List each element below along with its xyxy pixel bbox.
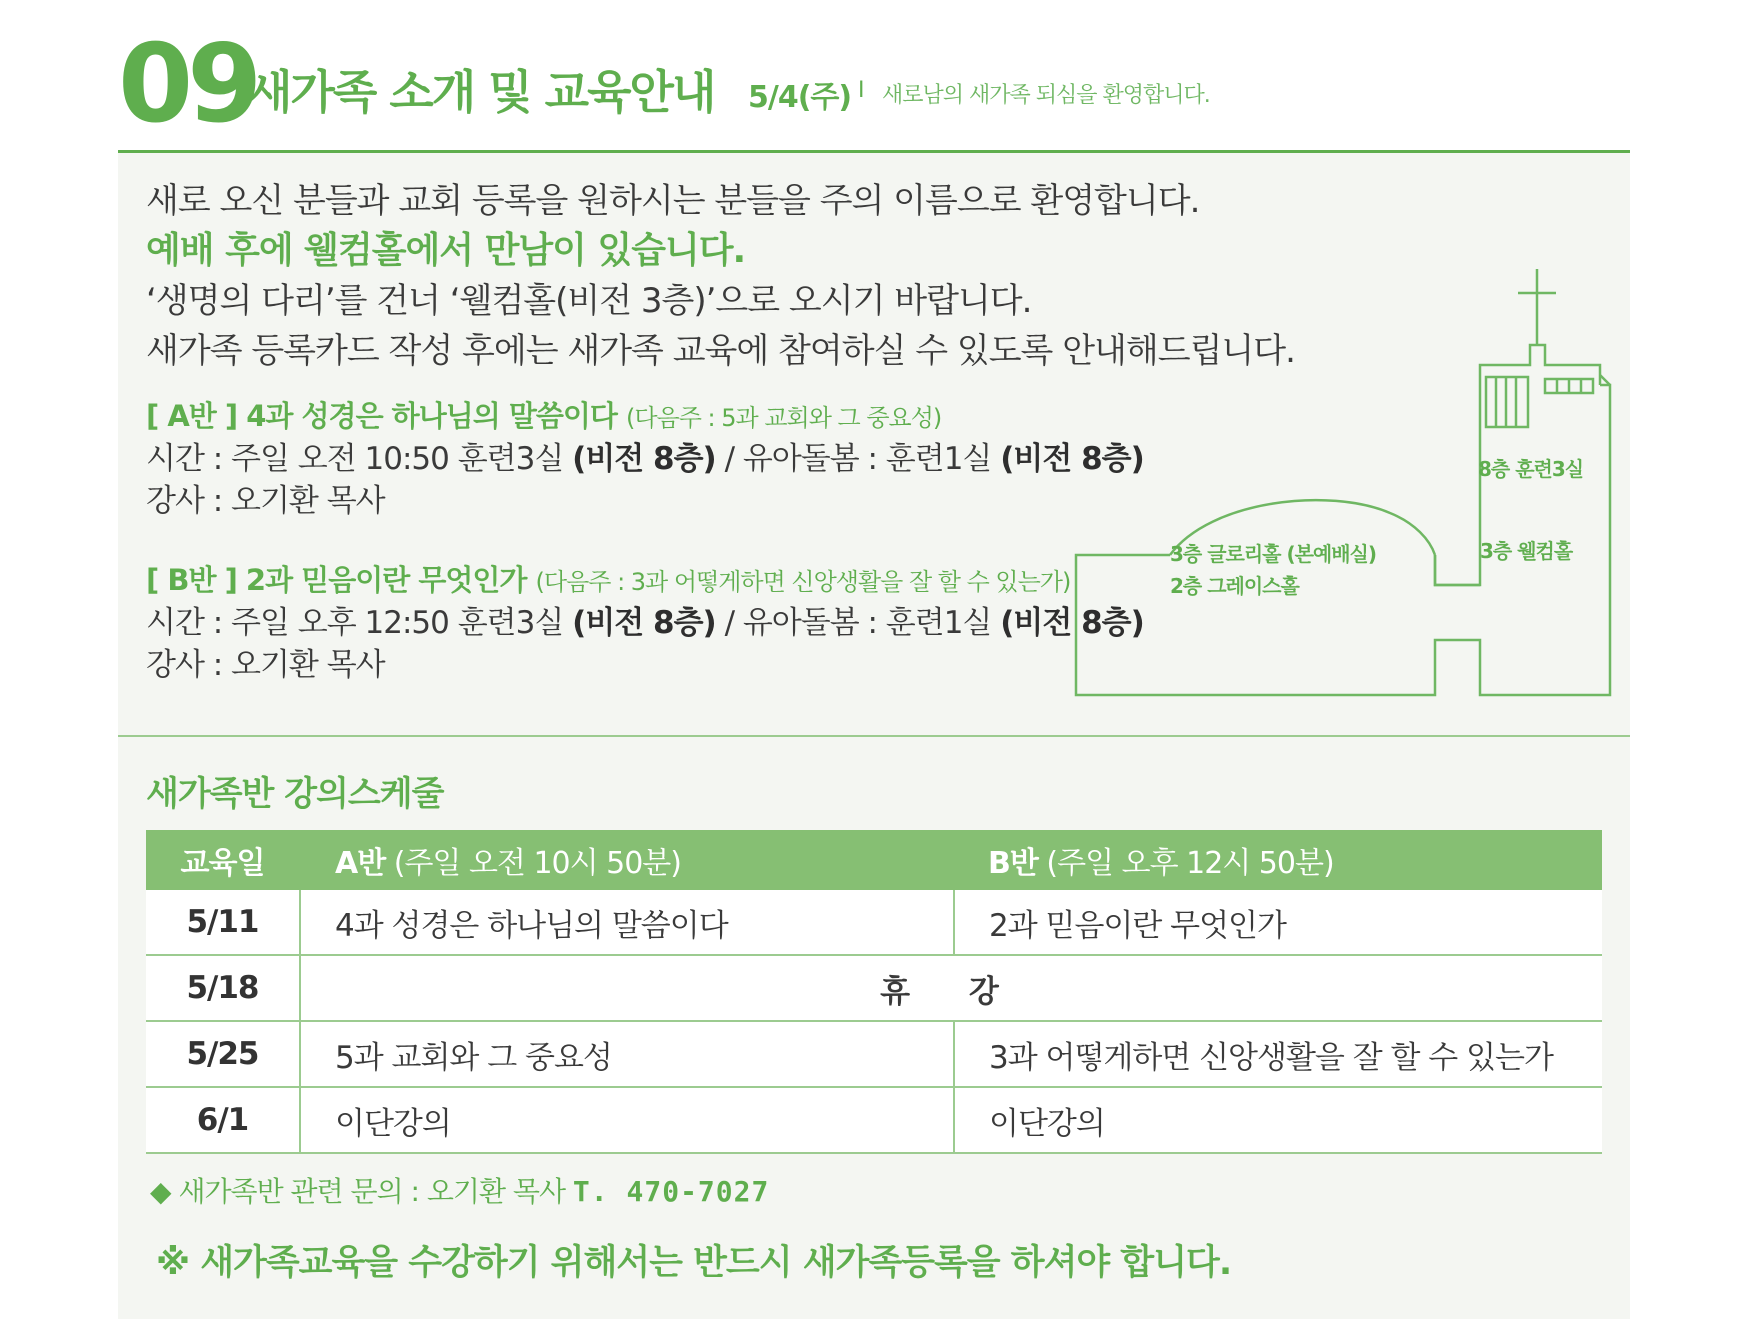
intro-line-3: ‘생명의 다리’를 건너 ‘웰컴홀(비전 3층)’으로 오시기 바랍니다. xyxy=(146,281,1032,321)
header-class-a xyxy=(300,830,954,890)
class-b-time-location: (비전 8층) xyxy=(572,605,716,641)
row-break: 휴 강 xyxy=(300,955,1602,1021)
row-date: 6/1 xyxy=(146,1087,300,1153)
section-header xyxy=(118,22,1630,150)
header-class-b-time: (주일 오후 12시 50분) xyxy=(1046,846,1334,881)
table-row xyxy=(146,890,1602,955)
row-class-b: 3과 어떻게하면 신앙생활을 잘 할 수 있는가 xyxy=(954,1021,1602,1087)
class-a-time-location: (비전 8층) xyxy=(572,441,716,477)
class-a-care-text: / 유아돌봄 : 훈련1실 xyxy=(724,441,992,477)
class-b-info xyxy=(146,560,1144,686)
header-separator: I xyxy=(858,78,865,103)
row-class-a: 5과 교회와 그 중요성 xyxy=(300,1021,954,1087)
contact-phone: T. 470-7027 xyxy=(572,1175,770,1208)
class-b-care-location: (비전 8층) xyxy=(1000,605,1144,641)
label-2f-grace-hall: 2층 그레이스홀 xyxy=(1170,574,1299,598)
label-8f-training: 8층 훈련3실 xyxy=(1478,457,1584,481)
row-class-b: 이단강의 xyxy=(954,1087,1602,1153)
class-a-title: [ A반 ] 4과 성경은 하나님의 말씀이다 xyxy=(146,399,617,433)
class-b-heading xyxy=(146,560,1086,602)
row-class-b: 2과 믿음이란 무엇인가 xyxy=(954,890,1602,955)
class-a-time-text: 시간 : 주일 오전 10:50 훈련3실 xyxy=(146,441,564,477)
class-a-next: (다음주 : 5과 교회와 그 중요성) xyxy=(626,404,942,432)
church-building-diagram xyxy=(1070,265,1615,705)
class-b-time xyxy=(146,602,1144,644)
row-class-a: 이단강의 xyxy=(300,1087,954,1153)
header-class-b xyxy=(954,830,1602,890)
label-3f-welcome-hall: 3층 웰컴홀 xyxy=(1480,539,1573,563)
row-date: 5/18 xyxy=(146,955,300,1021)
class-b-title: [ B반 ] 2과 믿음이란 무엇인가 xyxy=(146,563,527,597)
table-row xyxy=(146,955,1602,1021)
intro-highlight: 예배 후에 웰컴홀에서 만남이 있습니다. xyxy=(146,230,746,271)
section-date: 5/4(주) xyxy=(748,80,852,115)
class-a-time xyxy=(146,438,1144,480)
section-title: 새가족 소개 및 교육안내 xyxy=(248,65,715,119)
intro-line-4: 새가족 등록카드 작성 후에는 새가족 교육에 참여하실 수 있도록 안내해드립니다. xyxy=(146,331,1295,371)
row-date: 5/11 xyxy=(146,890,300,955)
table-row xyxy=(146,1087,1602,1153)
class-a-heading xyxy=(146,396,1086,438)
header-date xyxy=(146,830,300,890)
class-b-time-text: 시간 : 주일 오후 12:50 훈련3실 xyxy=(146,605,564,641)
header-class-a-name: A반 xyxy=(335,846,386,881)
row-class-a: 4과 성경은 하나님의 말씀이다 xyxy=(300,890,954,955)
header-date-label: 교육일 xyxy=(180,846,265,881)
class-b-care-text: / 유아돌봄 : 훈련1실 xyxy=(724,605,992,641)
schedule-header-row xyxy=(146,830,1602,890)
church-building-outline xyxy=(1070,265,1615,705)
class-a-info xyxy=(146,396,1144,522)
contact-info xyxy=(150,1170,769,1210)
section-subtitle: 새로남의 새가족 되심을 환영합니다. xyxy=(882,83,1210,108)
schedule-table xyxy=(146,830,1602,1154)
header-class-b-name: B반 xyxy=(988,846,1038,881)
section-number: 09 xyxy=(118,22,257,147)
row-date: 5/25 xyxy=(146,1021,300,1087)
class-b-next: (다음주 : 3과 어떻게하면 신앙생활을 잘 할 수 있는가) xyxy=(535,568,1071,596)
section-divider xyxy=(118,735,1630,737)
header-class-a-time: (주일 오전 10시 50분) xyxy=(393,846,681,881)
class-b-teacher: 강사 : 오기환 목사 xyxy=(146,647,385,683)
class-a-care-location: (비전 8층) xyxy=(1000,441,1144,477)
contact-label: 새가족반 관련 문의 : 오기환 목사 xyxy=(178,1175,566,1208)
class-a-teacher: 강사 : 오기환 목사 xyxy=(146,483,385,519)
diamond-bullet-icon: ◆ xyxy=(150,1175,171,1208)
intro-line-1: 새로 오신 분들과 교회 등록을 원하시는 분들을 주의 이름으로 환영합니다. xyxy=(146,181,1200,221)
schedule-title: 새가족반 강의스케줄 xyxy=(146,774,444,814)
label-3f-glory-hall: 3층 글로리홀 (본예배실) xyxy=(1170,542,1377,566)
table-row xyxy=(146,1021,1602,1087)
registration-notice: ※ 새가족교육을 수강하기 위해서는 반드시 새가족등록을 하셔야 합니다. xyxy=(156,1243,1232,1283)
